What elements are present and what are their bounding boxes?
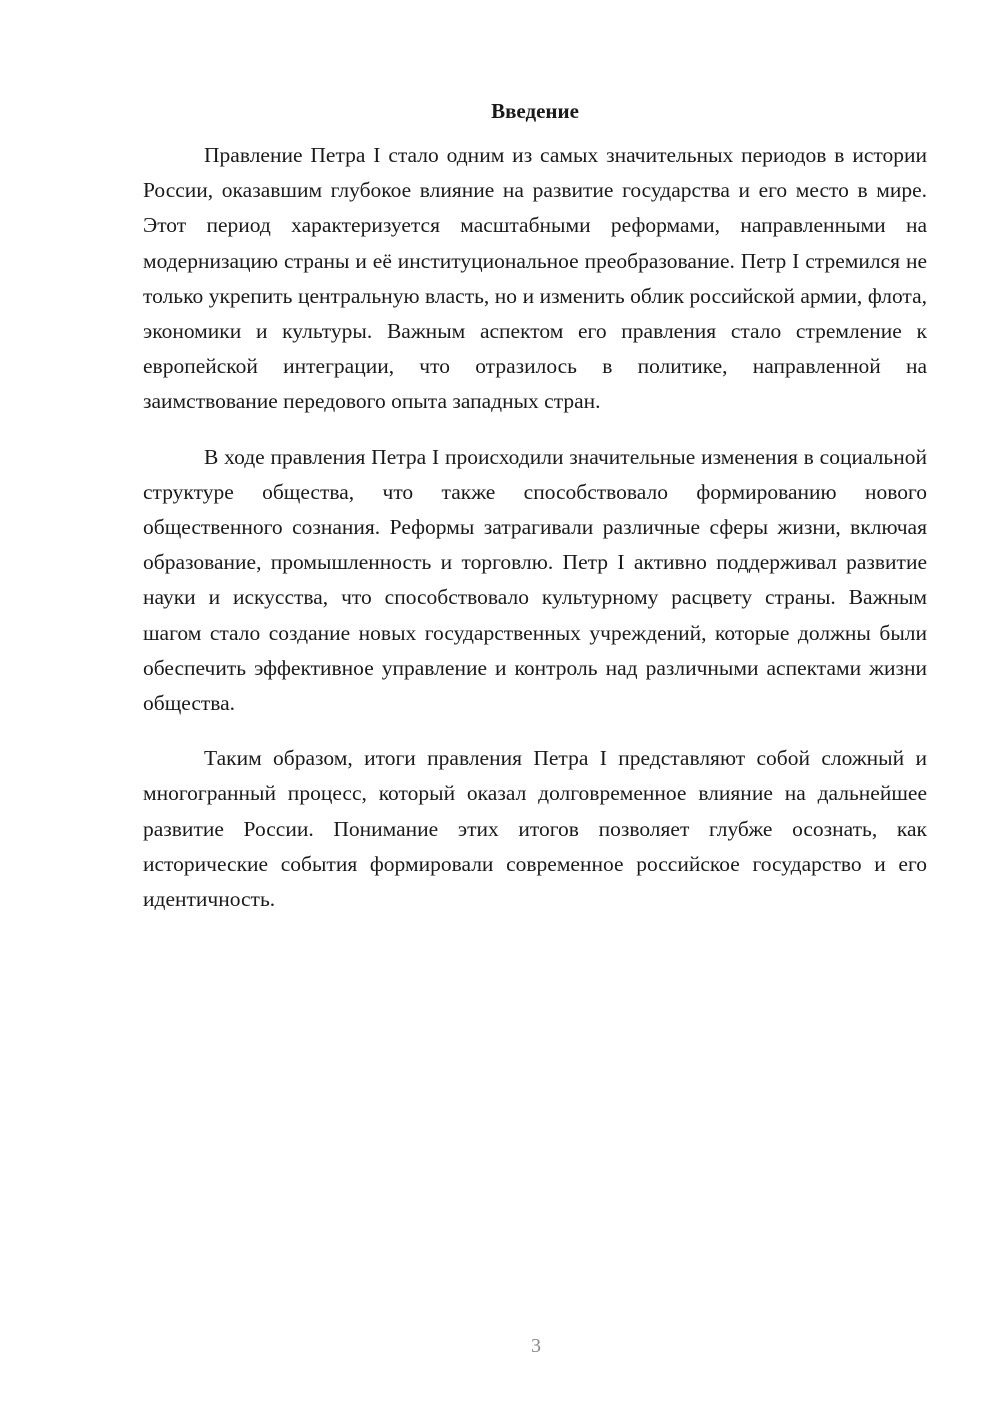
section-heading: Введение [491, 99, 579, 123]
paragraph-3: Таким образом, итоги правления Петра I представляют собой сложный и многогранный процесс, который оказал долговременное влияние на дальнейшее развитие России. Понимание этих итогов позволяет глубже осознать, как исторические события формировали современное российское государство и его идентичность. [143, 746, 927, 912]
paragraph-1: Правление Петра I стало одним из самых значительных периодов в истории России, оказавшим глубокое влияние на развитие государства и его место в мире. Этот период характеризуется масштабными реформами, направленными на модернизацию страны и её институциональное преобразование. Петр I стремился не только укрепить центральную власть, но и изменить облик российской армии, флота, экономики и культуры. Важным аспектом его правления стало стремление к европейской интеграции, что отразилось в политике, направленной на заимствование передового опыта западных стран. [143, 143, 927, 414]
page-number: 3 [531, 1335, 541, 1357]
page-content [143, 96, 927, 937]
paragraph-2: В ходе правления Петра I происходили значительные изменения в социальной структуре общества, что также способствовало формированию нового общественного сознания. Реформы затрагивали различные сферы жизни, включая образование, промышленность и торговлю. Петр I активно поддерживал развитие науки и искусства, что способствовало культурному расцвету страны. Важным шагом стало создание новых государственных учреждений, которые должны были обеспечить эффективное управление и контроль над различными аспектами жизни общества. [143, 444, 927, 716]
